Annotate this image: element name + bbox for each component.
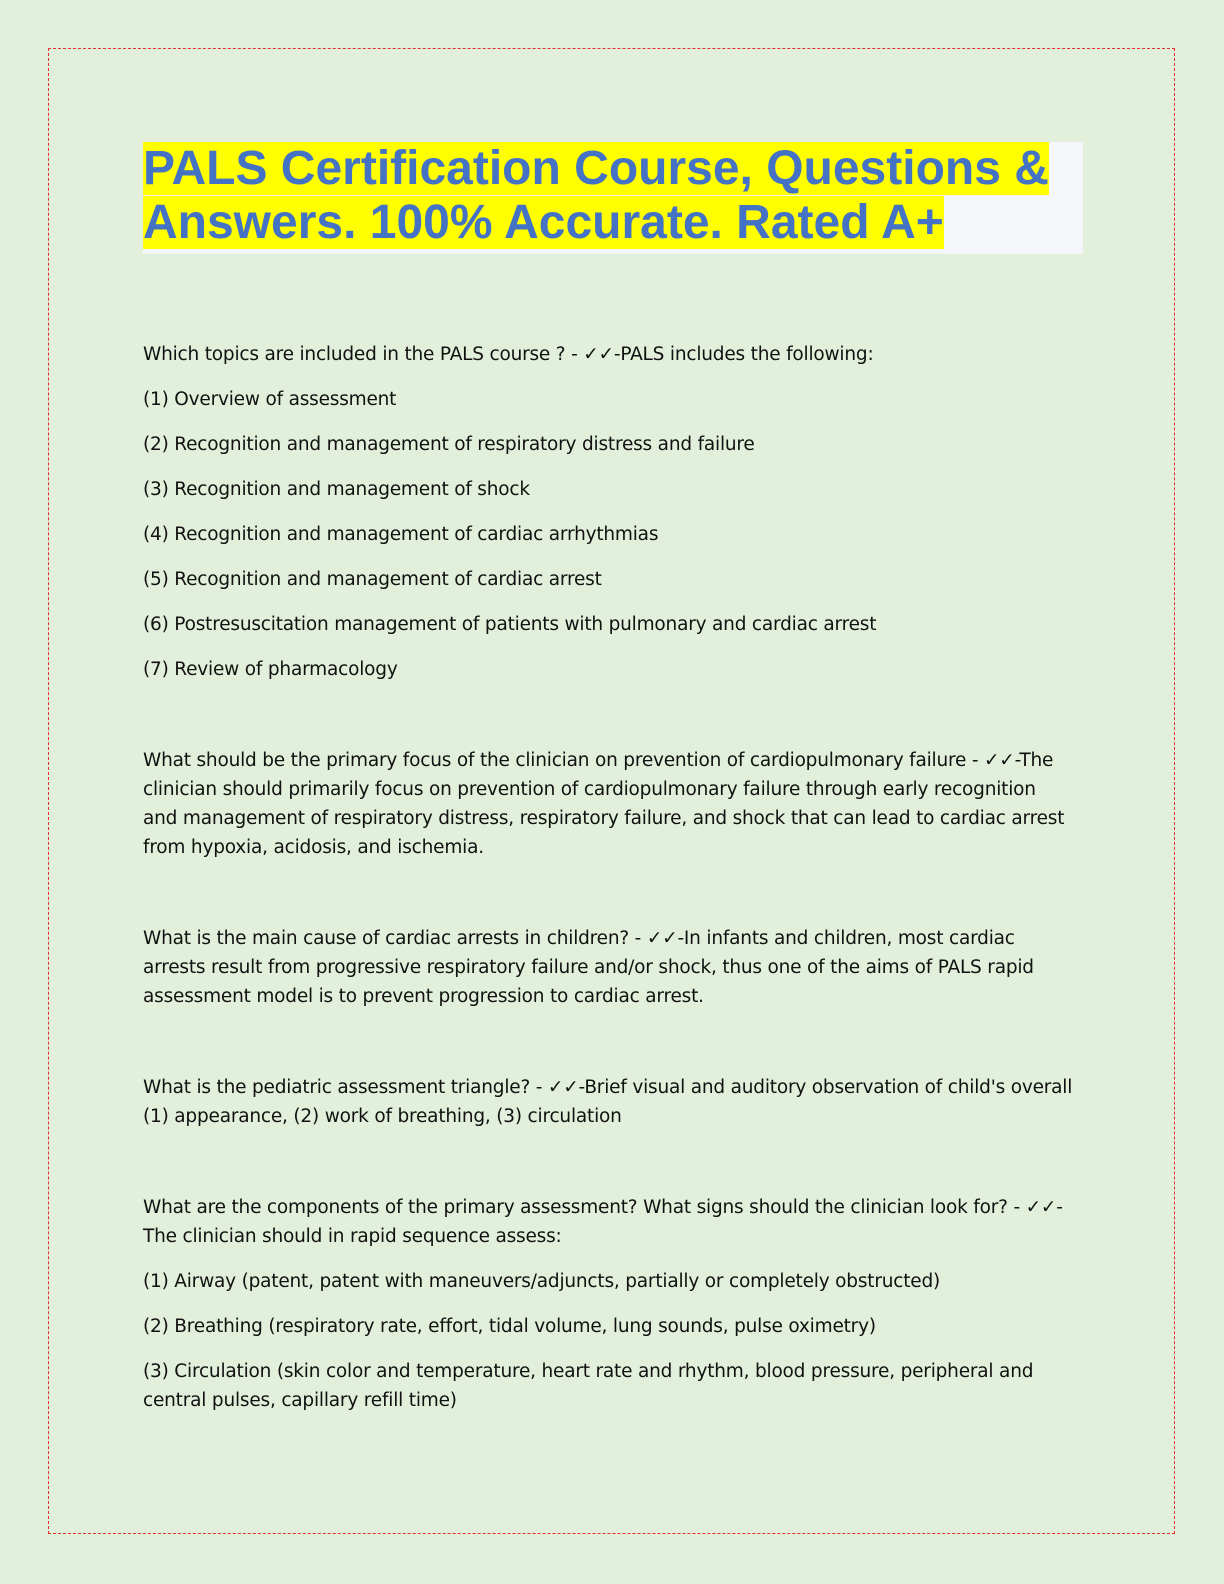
qa-text: Which topics are included in the PALS course ? - ✓✓-PALS includes the following: [143,344,874,365]
list-item: (3) Recognition and management of shock [143,479,530,500]
list-item: (1) Overview of assessment [143,389,397,410]
list-item: (6) Postresuscitation management of patients with pulmonary and cardiac arrest [143,614,877,635]
title-line-1: PALS Certification Course, Questions & [143,142,1049,195]
list-item: (5) Recognition and management of cardiac arrest [143,569,602,590]
qa-text: What are the components of the primary assessment? What signs should the clinician look for? - ✓✓-The clinician should in rapid sequence assess: [143,1197,1063,1247]
qa-item [143,340,1073,684]
document-title [143,142,1083,250]
list-item: (3) Circulation (skin color and temperature, heart rate and rhythm, blood pressure, peripheral and central pulses, capillary refill time) [143,1361,1034,1411]
qa-item [143,1193,1073,1415]
list-item: (2) Recognition and management of respiratory distress and failure [143,434,755,455]
list-item: (2) Breathing (respiratory rate, effort, tidal volume, lung sounds, pulse oximetry) [143,1316,876,1337]
qa-item [143,924,1073,1011]
qa-item [143,746,1073,862]
document-body [143,340,1073,1415]
list-item: (7) Review of pharmacology [143,659,398,680]
qa-text: What is the main cause of cardiac arrests in children? - ✓✓-In infants and children, most cardiac arrests result from progressive respiratory failure and/or shock, thus one of the aims of PALS rapid assessment model is to prevent progression to cardiac arrest. [143,928,1034,1007]
qa-item [143,1073,1073,1131]
qa-text: What is the pediatric assessment triangle? - ✓✓-Brief visual and auditory observation of child's overall (1) appearance, (2) work of breathing, (3) circulation [143,1077,1073,1127]
list-item: (1) Airway (patent, patent with maneuvers/adjuncts, partially or completely obstructed) [143,1271,941,1292]
list-item: (4) Recognition and management of cardiac arrhythmias [143,524,659,545]
qa-text: What should be the primary focus of the clinician on prevention of cardiopulmonary failure - ✓✓-The clinician should primarily focus on prevention of cardiopulmonary failure through early recognition and management of respiratory distress, respiratory failure, and shock that can lead to cardiac arrest from hypoxia, acidosis, and ischemia. [143,750,1065,858]
title-line-2: Answers. 100% Accurate. Rated A+ [143,196,944,249]
